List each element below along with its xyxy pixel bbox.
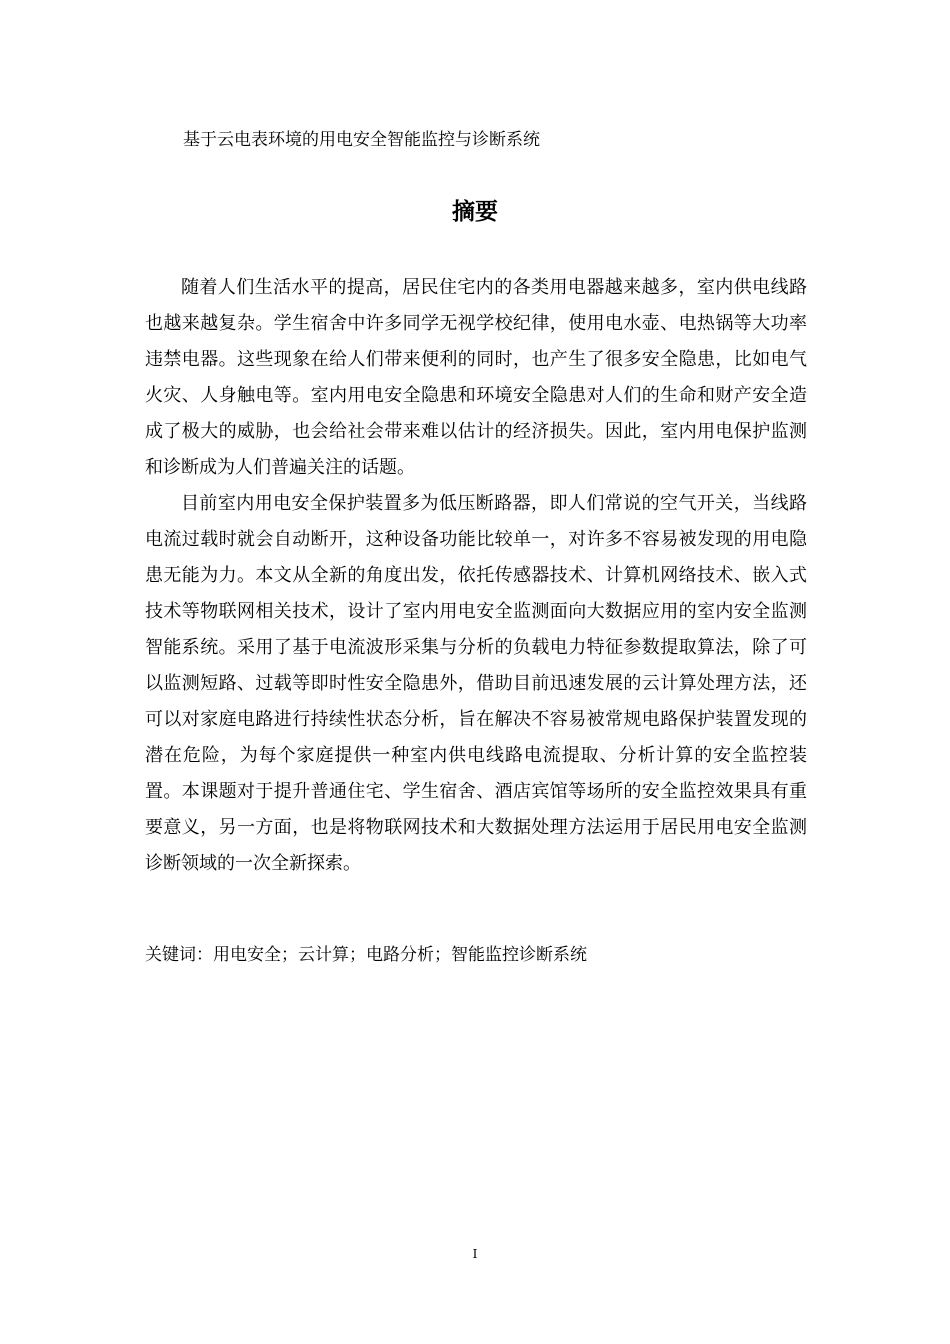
abstract-paragraph-1: 随着人们生活水平的提高，居民住宅内的各类用电器越来越多，室内供电线路也越来越复杂。学生宿舍中许多同学无视学校纪律，使用电水壶、电热锅等大功率违禁电器。这些现象在给人们带来便利的同时，也产生了很多安全隐患，比如电气火灾、人身触电等。室内用电安全隐患和环境安全隐患对人们的生命和财产安全造成了极大的威胁，也会给社会带来难以估计的经济损失。因此，室内用电保护监测和诊断成为人们普遍关注的话题。 bbox=[145, 277, 807, 478]
page-number: I bbox=[472, 1247, 478, 1261]
abstract-body bbox=[145, 270, 807, 882]
keywords-line: 关键词：用电安全；云计算；电路分析；智能监控诊断系统 bbox=[145, 945, 587, 965]
abstract-paragraph-2: 目前室内用电安全保护装置多为低压断路器，即人们常说的空气开关，当线路电流过载时就会自动断开，这种设备功能比较单一，对许多不容易被发现的用电隐患无能为力。本文从全新的角度出发，依托传感器技术、计算机网络技术、嵌入式技术等物联网相关技术，设计了室内用电安全监测面向大数据应用的室内安全监测智能系统。采用了基于电流波形采集与分析的负载电力特征参数提取算法，除了可以监测短路、过载等即时性安全隐患外，借助目前迅速发展的云计算处理方法，还可以对家庭电路进行持续性状态分析，旨在解决不容易被常规电路保护装置发现的潜在危险，为每个家庭提供一种室内供电线路电流提取、分析计算的安全监控装置。本课题对于提升普通住宅、学生宿舍、酒店宾馆等场所的安全监控效果具有重要意义，另一方面，也是将物联网技术和大数据处理方法运用于居民用电安全监测诊断领域的一次全新探索。 bbox=[145, 493, 807, 874]
abstract-heading: 摘要 bbox=[452, 199, 498, 225]
page-header-title: 基于云电表环境的用电安全智能监控与诊断系统 bbox=[183, 130, 540, 150]
